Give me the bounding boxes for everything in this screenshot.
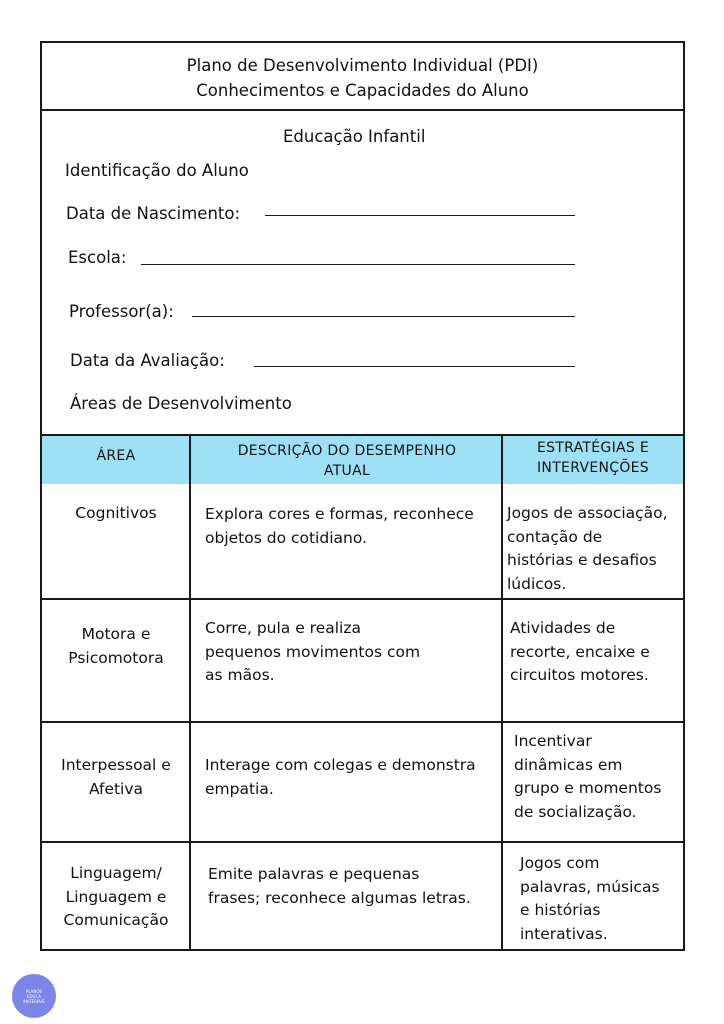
evaluation-date-field[interactable]	[254, 366, 575, 367]
birth-date-label: Data de Nascimento:	[66, 204, 241, 223]
teacher-field[interactable]	[192, 316, 575, 317]
descricao-linguagem: Emite palavras e pequenas frases; reconhece algumas letras.	[208, 865, 471, 907]
row-divider	[42, 721, 683, 723]
document-subtitle: Conhecimentos e Capacidades do Aluno	[196, 81, 529, 100]
student-info-section	[42, 111, 683, 434]
descricao-cognitivos: Explora cores e formas, reconhece objetos do cotidiano.	[205, 505, 474, 547]
development-table	[42, 434, 683, 949]
area-interpessoal: Interpessoal e Afetiva	[61, 756, 171, 798]
development-areas-heading: Áreas de Desenvolvimento	[70, 394, 292, 413]
column-divider	[501, 436, 503, 951]
estrategias-interpessoal: Incentivar dinâmicas em grupo e momentos de socialização.	[514, 732, 662, 821]
document-title: Plano de Desenvolvimento Individual (PDI)	[186, 56, 539, 75]
document-header	[42, 43, 683, 111]
student-identification-heading: Identificação do Aluno	[65, 161, 249, 180]
header-estrategias: ESTRATÉGIAS E INTERVENÇÕES	[537, 440, 649, 476]
birth-date-field[interactable]	[265, 215, 575, 216]
school-label: Escola:	[68, 248, 127, 267]
area-cognitivos: Cognitivos	[75, 504, 157, 522]
header-area: ÁREA	[96, 448, 136, 464]
education-level: Educação Infantil	[283, 127, 426, 146]
row-divider	[42, 841, 683, 843]
pdi-document	[40, 41, 685, 951]
row-divider	[42, 598, 683, 600]
school-field[interactable]	[141, 264, 575, 265]
header-descricao: DESCRIÇÃO DO DESEMPENHO ATUAL	[237, 443, 457, 479]
evaluation-date-label: Data da Avaliação:	[70, 351, 225, 370]
estrategias-linguagem: Jogos com palavras, músicas e histórias interativas.	[520, 854, 660, 943]
estrategias-cognitivos: Jogos de associação, contação de histórias e desafios lúdicos.	[507, 504, 668, 593]
area-motora: Motora e Psicomotora	[68, 625, 164, 667]
teacher-label: Professor(a):	[69, 302, 174, 321]
brand-logo: PLANOS EDUCA MATERIAIS	[12, 974, 56, 1018]
estrategias-motora: Atividades de recorte, encaixe e circuitos motores.	[510, 619, 650, 684]
area-linguagem: Linguagem/ Linguagem e Comunicação	[63, 864, 169, 929]
descricao-interpessoal: Interage com colegas e demonstra empatia.	[205, 756, 476, 798]
descricao-motora: Corre, pula e realiza pequenos movimentos com as mãos.	[205, 619, 421, 684]
